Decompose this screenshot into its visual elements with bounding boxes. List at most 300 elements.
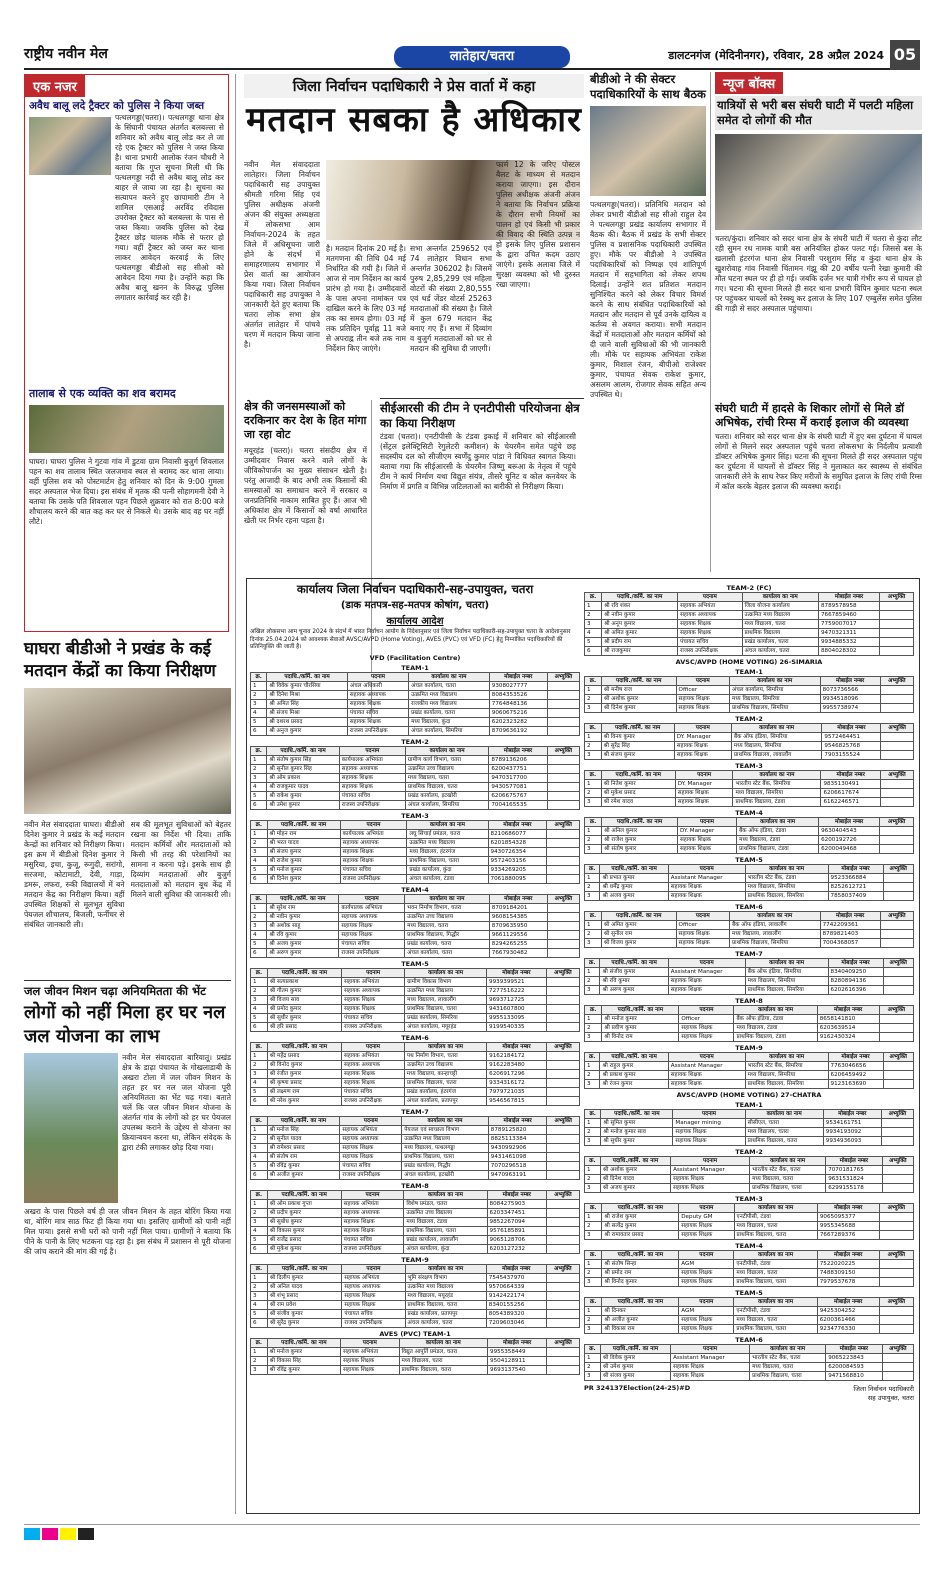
table-cell: 2: [251, 690, 267, 699]
table-cell: सहायक शिक्षक: [679, 1024, 734, 1033]
table-cell: 8789578958: [818, 602, 879, 611]
table-cell: 2: [251, 1356, 268, 1365]
magenta-swatch: [42, 1528, 58, 1540]
ek-nazar-box: [24, 74, 229, 632]
table-cell: सहायक शिक्षक: [679, 1316, 734, 1325]
table-cell: [547, 773, 579, 782]
table-cell: सहायक अध्यापक: [340, 1134, 402, 1143]
section-heading: AVSC/AVPD (HOME VOTING) 27-CHATRA: [676, 1091, 822, 1099]
team-table: [250, 1190, 580, 1254]
table-cell: 5: [251, 1087, 268, 1096]
table-cell: [546, 1078, 579, 1087]
table-cell: 3: [585, 939, 602, 948]
table-cell: राजकीय मध्य विद्यालय: [409, 699, 490, 708]
table-cell: सहायक अध्यापक: [347, 690, 408, 699]
table-cell: 1: [585, 921, 602, 930]
table-cell: 8340409250: [828, 968, 883, 977]
table-cell: 9430726354: [488, 847, 547, 856]
table-cell: 3: [585, 798, 602, 807]
table-row: [585, 629, 914, 638]
team-table: [584, 817, 914, 854]
table-cell: DY. Manager: [674, 733, 731, 742]
team-heading: TEAM-2: [401, 737, 429, 746]
table-cell: सहायक अभियंता: [342, 977, 405, 986]
column-header: कार्यालय का नाम: [409, 672, 490, 681]
column-header: मोबाईल नम्बर: [487, 968, 547, 977]
table-cell: श्री अनुज कुमार: [267, 726, 348, 735]
column-header: क्र.: [251, 894, 267, 903]
column-header: कार्यालय का नाम: [405, 894, 490, 903]
table-cell: 9934936093: [823, 1137, 881, 1146]
table-cell: 6: [585, 647, 602, 656]
column-header: कार्यालय का नाम: [742, 593, 818, 602]
team-heading: TEAM-1: [401, 663, 429, 672]
table-cell: 9065095377: [817, 1213, 879, 1222]
table-cell: प्राथमिक विद्यालय, सिमरिया: [745, 892, 828, 901]
table-cell: मध्य विद्यालय, चतरा: [750, 1175, 826, 1184]
ghaghra-photo: [24, 688, 231, 814]
table-row: [251, 1291, 580, 1300]
table-cell: 2: [585, 977, 600, 986]
table-cell: 1: [251, 1051, 268, 1060]
column-header: पदनाम: [668, 959, 745, 968]
column-header: पदनाम: [341, 1042, 404, 1051]
column-header: पदाधि./कर्मि. का नाम: [601, 1110, 673, 1119]
table-row: [251, 1013, 580, 1022]
table-cell: एनटीपीसी, टंडवा: [734, 1260, 817, 1269]
table-cell: राजस्व उपनिरीक्षक: [342, 1318, 405, 1327]
column-header: पदाधि./कर्मि. का नाम: [267, 1042, 341, 1051]
table-cell: 9199540335: [487, 1022, 547, 1031]
notice-left: [250, 582, 580, 1402]
column-header: अभ्युक्ति: [547, 746, 579, 755]
table-cell: 6201854328: [488, 838, 547, 847]
table-cell: 2: [585, 742, 602, 751]
column-header: अभ्युक्ति: [546, 968, 579, 977]
table-cell: प्राथमिक विद्यालय, लावालौंग: [731, 751, 822, 760]
table-cell: [880, 686, 913, 695]
table-cell: भारतीय स्टेट बैंक, सिमरिया: [733, 780, 821, 789]
table-cell: उत्क्रमित उच्च विद्यालय: [405, 912, 490, 921]
ghaghra-text-2: सब की मूलभूत सुविधाओं को बेहतर रखना का निर्देश भी दिया। ताकि मतदान कर्मियों और मतदाताओं को किसी भी तरह की परेशानियों का सामना न करना पड़े। इसके साथ ही दिव्यांग मतदाताओं और बुजुर्ग मतदाताओं को मतदान बूथ केंद्र में मिलने वाली सुविधा की जानकारी ली।: [130, 820, 231, 899]
table-cell: [880, 602, 914, 611]
nal-jal-text-1: नवीन मेल संवाददाता बारियातू। प्रखंड क्षेत्र के डाढ़ा पंचायत के गोखलाडाबी के अखरा टोला में जल जीवन मिशन के तहत हर घर नल जल योजना पूरी अनियमितता का भेंट चढ़ गया। बताते चलें कि जल जीवन मिशन योजना के अंतर्गत गांव के लोगों को हर घर पेयजल उपलब्ध कराने के उद्देश्य से योजना का क्रियान्वयन करना था, लेकिन संवेदक के द्वारा टंकी लगाकर छोड़ दिया गया।: [122, 1053, 231, 1152]
table-row: [585, 704, 914, 713]
table-cell: श्री महेंद्र प्रसाद: [267, 1051, 341, 1060]
column-header: क्र.: [251, 820, 268, 829]
table-row: [585, 1278, 914, 1287]
column-header: कार्यालय का नाम: [405, 746, 488, 755]
table-header-row: [585, 1110, 914, 1119]
table-cell: अंचल कार्यालय, प्रतापपुर: [404, 1096, 486, 1105]
column-header: कार्यालय का नाम: [405, 1264, 486, 1273]
table-row: [585, 1080, 914, 1089]
table-cell: [881, 1119, 913, 1128]
table-cell: [547, 1226, 580, 1235]
table-cell: सहायक शिक्षक: [671, 1184, 750, 1193]
table-cell: पंचायत सचिव: [678, 638, 742, 647]
table-cell: अंचल अधिकारी: [347, 681, 408, 690]
table-cell: 6: [251, 1096, 268, 1105]
column-header: अभ्युक्ति: [883, 1053, 913, 1062]
team-heading: TEAM-2: [735, 715, 763, 723]
table-cell: 2: [585, 1222, 602, 1231]
table-cell: अंचल कार्यालय, सिमरिया: [409, 726, 490, 735]
table-row: [251, 1125, 580, 1134]
ek-nazar-tag: एक नजर: [25, 75, 85, 97]
table-cell: श्री अजीत कुमार: [602, 1316, 679, 1325]
table-cell: [879, 1222, 913, 1231]
table-cell: [879, 1213, 913, 1222]
column-header: पदनाम: [676, 677, 729, 686]
table-cell: भूमि संरक्षण विभाग: [405, 1273, 486, 1282]
table-cell: मध्य विद्यालय, टंडवा: [734, 1024, 817, 1033]
table-cell: [547, 1161, 580, 1170]
column-header: पदाधि./कर्मि. का नाम: [267, 968, 341, 977]
table-row: [251, 1060, 580, 1069]
table-cell: [547, 755, 579, 764]
table-cell: मध्य विद्यालय, चतरा: [405, 773, 488, 782]
table-cell: कार्यपालक अभियंता: [339, 903, 405, 912]
table-cell: Officer: [676, 921, 729, 930]
table-cell: श्री सुरेश राम: [267, 903, 339, 912]
doctor-headline: संघरी घाटी में हादसे के शिकार लोगों से मिले डॉ अभिषेक, रांची रिम्स में कराई इलाज की व्यवस्था: [715, 402, 909, 429]
table-cell: श्री गौतम कुमार: [267, 986, 341, 995]
table-row: [251, 782, 580, 791]
table-row: [251, 1244, 580, 1253]
column-header: क्र.: [585, 771, 602, 780]
table-cell: [879, 1024, 913, 1033]
table-cell: सहायक शिक्षक: [677, 845, 736, 854]
table-row: [251, 726, 580, 735]
table-cell: 6: [251, 948, 267, 957]
column-header: क्र.: [585, 1204, 602, 1213]
table-cell: [547, 1365, 580, 1374]
table-cell: 8709635950: [489, 921, 547, 930]
notice-subtitle: (डाक मतपत्र-सह-मतपत्र कोषांग, चतरा): [340, 600, 490, 611]
table-cell: श्री संतोष कुमार सिंह: [267, 755, 339, 764]
table-cell: राजस्व उपनिरीक्षक: [339, 800, 405, 809]
table-cell: श्री विनोद राम: [602, 1033, 679, 1042]
table-cell: 9576185891: [487, 1226, 546, 1235]
table-cell: श्री सुमित कुमार: [601, 1119, 673, 1128]
table-cell: ग्रामीण विकास विभाग: [405, 977, 487, 986]
table-cell: 8709184201: [489, 903, 547, 912]
table-cell: Assistant Manager: [671, 1166, 750, 1175]
column-header: अभ्युक्ति: [881, 1110, 913, 1119]
column-header: मोबाईल नम्बर: [826, 1345, 882, 1354]
table-cell: प्रखंड कार्यालय, गिद्धौर: [402, 1161, 489, 1170]
table-cell: [546, 1069, 579, 1078]
table-row: [585, 686, 914, 695]
table-cell: [879, 1260, 913, 1269]
table-cell: अंचल कार्यालय, चतरा: [742, 647, 818, 656]
table-cell: श्री अजय कुमार: [600, 1184, 670, 1193]
column-header: पदनाम: [678, 593, 742, 602]
table-cell: 1: [585, 1354, 601, 1363]
column-header: मोबाईल नम्बर: [823, 1110, 881, 1119]
table-cell: AGM: [679, 1260, 734, 1269]
table-cell: श्री हरि प्रसाद: [267, 1022, 341, 1031]
table-cell: 3: [251, 995, 268, 1004]
table-cell: 2: [251, 986, 268, 995]
table-cell: श्री नरेश कुमार: [267, 1096, 341, 1105]
table-cell: 9162430324: [817, 1033, 879, 1042]
team-table: [584, 1005, 914, 1042]
column-header: कार्यालय का नाम: [402, 1116, 489, 1125]
table-row: [251, 699, 580, 708]
table-cell: AGM: [679, 1307, 734, 1316]
column-header: अभ्युक्ति: [547, 820, 580, 829]
table-cell: 2: [251, 1208, 268, 1217]
table-cell: सहायक शिक्षक: [668, 883, 745, 892]
table-cell: श्री सुरेंद्र कुमार: [267, 1318, 341, 1327]
table-cell: [547, 726, 579, 735]
table-cell: 3: [585, 1184, 601, 1193]
team-heading: TEAM-2 (FC): [726, 584, 772, 592]
table-header-row: [251, 1116, 580, 1125]
table-header-row: [251, 1190, 580, 1199]
column-header: कार्यालय का नाम: [733, 771, 821, 780]
table-row: [251, 1235, 580, 1244]
column-header: अभ्युक्ति: [879, 1006, 913, 1015]
headline-ghaghra: घाघरा बीडीओ ने प्रखंड के कई मतदान केंद्रों का किया निरीक्षण: [24, 639, 216, 681]
table-cell: प्रखंड कार्यालय, हंटरगंज: [404, 1087, 486, 1096]
table-header-row: [585, 912, 914, 921]
table-cell: 9065223843: [826, 1354, 882, 1363]
table-cell: मध्य विद्यालय, हंटरगंज: [407, 847, 488, 856]
table-row: [251, 1356, 580, 1365]
column-header: मोबाईल नम्बर: [488, 1116, 547, 1125]
table-cell: 3: [585, 1231, 602, 1240]
table-cell: [546, 1096, 579, 1105]
table-cell: सहायक शिक्षक: [668, 1080, 745, 1089]
table-cell: [880, 939, 913, 948]
table-cell: श्री सुनील कुमार सिंह: [267, 764, 339, 773]
table-cell: 7488309150: [817, 1269, 879, 1278]
table-cell: सहायक शिक्षक: [340, 847, 407, 856]
table-cell: 6203347451: [487, 1208, 546, 1217]
table-row: [251, 1199, 580, 1208]
table-cell: 9570664339: [486, 1282, 546, 1291]
table-cell: 9939399521: [487, 977, 547, 986]
notice-footer-code: PR 324137Election(24-25)#D: [584, 1384, 691, 1392]
table-row: [251, 800, 580, 809]
table-cell: [879, 1307, 913, 1316]
table-cell: श्री अमित कुमार: [602, 629, 678, 638]
table-cell: 3: [585, 892, 600, 901]
headline-pond: तालाब से एक व्यक्ति का शव बरामद: [29, 387, 176, 400]
table-cell: 8340155256: [486, 1300, 546, 1309]
table-header-row: [585, 771, 914, 780]
column-header: अभ्युक्ति: [883, 959, 913, 968]
table-cell: प्राथमिक विद्यालय, सिमरिया: [745, 1080, 828, 1089]
table-cell: 9608154385: [489, 912, 547, 921]
table-cell: 3: [585, 704, 602, 713]
table-row: [251, 1347, 580, 1356]
table-cell: सहायक शिक्षक: [668, 986, 745, 995]
table-row: [251, 874, 580, 883]
team-table: [250, 894, 580, 958]
column-header: पदाधि./कर्मि. का नाम: [267, 672, 348, 681]
nal-jal-text-2: अखरा के पास पिछले वर्ष ही जल जीवन मिशन के तहत बोरिंग किया गया था, बोरिंग मात्र साठ फिट ही किया गया था। इसलिए ग्रामीणों को पानी नहीं मिल पाया। इससे सभी घरों को पानी नहीं मिल पाया। ग्रामीणों ने बताया कि पीने के पानी के लिए भटकना पड़ रहा है। इस संबंध में प्रशासन से पूरी योजना की जांच कराने की मांग की गई है।: [24, 1207, 231, 1256]
column-header: पदनाम: [340, 1116, 402, 1125]
table-cell: प्रखंड कार्यालय, सिमरिया: [405, 1013, 487, 1022]
table-cell: 9471568810: [826, 1372, 882, 1381]
table-cell: श्री अमित सिंह: [267, 699, 348, 708]
table-cell: श्री रविंद्र कुमार: [267, 1365, 340, 1374]
table-cell: एनटीपीसी, टंडवा: [734, 1307, 817, 1316]
column-header: क्र.: [585, 1006, 602, 1015]
team-table: [584, 864, 914, 901]
table-cell: [883, 874, 913, 883]
table-cell: 5: [251, 1161, 268, 1170]
team-table: [250, 820, 580, 884]
table-cell: [882, 1372, 913, 1381]
table-row: [251, 1152, 580, 1161]
column-header: अभ्युक्ति: [879, 1204, 913, 1213]
column-header: पदाधि./कर्मि. का नाम: [267, 1190, 341, 1199]
team-table: [584, 770, 914, 807]
table-cell: मध्य विद्यालय, चतरा: [734, 1316, 817, 1325]
table-header-row: [251, 1338, 580, 1347]
table-cell: 4: [251, 782, 267, 791]
table-row: [585, 789, 914, 798]
table-cell: श्री रवि कुमार: [600, 977, 668, 986]
table-row: [251, 939, 580, 948]
notice-right: [584, 582, 914, 1402]
table-cell: 9431461098: [488, 1152, 547, 1161]
column-header: मोबाईल नम्बर: [817, 1006, 879, 1015]
column-header: पदनाम: [342, 968, 405, 977]
demand-headline: क्षेत्र की जनसमस्याओं को दरकिनार कर देश के हित मांगा जा रहा वोट: [244, 400, 367, 441]
table-cell: 2: [585, 1316, 602, 1325]
table-cell: 6200192726: [819, 836, 880, 845]
table-cell: Assistant Manager: [668, 968, 745, 977]
table-cell: श्री प्रदीप कुमार: [267, 1208, 341, 1217]
table-cell: [547, 764, 579, 773]
table-cell: 4: [251, 1078, 268, 1087]
table-cell: 8789136206: [489, 755, 547, 764]
table-cell: 7742209361: [820, 921, 880, 930]
table-cell: सहायक शिक्षक: [676, 930, 729, 939]
table-cell: [546, 1013, 579, 1022]
table-cell: प्राथमिक विद्यालय, टंडवा: [737, 845, 819, 854]
table-cell: [880, 798, 913, 807]
table-row: [251, 1096, 580, 1105]
column-header: पदाधि./कर्मि. का नाम: [602, 593, 678, 602]
table-row: [585, 780, 914, 789]
page-number: 05: [890, 40, 920, 70]
table-cell: Manager mining: [673, 1119, 745, 1128]
column-header: अभ्युक्ति: [547, 894, 579, 903]
table-cell: [880, 611, 914, 620]
table-cell: [883, 883, 913, 892]
table-cell: प्राथमिक विद्यालय, चतरा: [407, 856, 488, 865]
table-cell: 6200049468: [819, 845, 880, 854]
table-cell: पंचायत सचिव: [342, 1309, 405, 1318]
table-cell: श्री दिनेश मिश्रा: [267, 690, 348, 699]
table-cell: प्राथमिक विद्यालय, चतरा: [404, 1078, 486, 1087]
column-header: कार्यालय का नाम: [737, 818, 819, 827]
team-heading: TEAM-7: [401, 1107, 429, 1116]
table-cell: 7667859460: [818, 611, 879, 620]
table-row: [585, 1222, 914, 1231]
table-cell: [883, 986, 913, 995]
table-cell: 9425304252: [817, 1307, 879, 1316]
table-cell: श्री सुधीर कुमार: [267, 1013, 341, 1022]
table-cell: 3: [585, 620, 602, 629]
table-cell: सहायक अभियंता: [341, 1347, 399, 1356]
table-row: [251, 977, 580, 986]
column-header: मोबाईल नम्बर: [826, 1157, 882, 1166]
column-header: पदनाम: [677, 818, 736, 827]
table-cell: 1: [251, 829, 268, 838]
table-cell: 8294265255: [489, 939, 547, 948]
table-cell: श्री राजकुमार यादव: [267, 782, 339, 791]
table-cell: [880, 789, 913, 798]
column-header: अभ्युक्ति: [547, 1190, 580, 1199]
table-cell: 1: [585, 686, 602, 695]
team-heading: TEAM-7: [735, 950, 763, 958]
table-cell: राजस्व उपनिरीक्षक: [339, 948, 405, 957]
table-cell: 6203127232: [487, 1244, 546, 1253]
table-cell: 6206459492: [828, 1071, 883, 1080]
bus-headline: यात्रियों से भरी बस संघरी घाटी में पलटी महिला समेत दो लोगों की मौत: [715, 96, 922, 130]
table-cell: 9470317700: [489, 773, 547, 782]
table-cell: सहायक शिक्षक: [679, 1222, 734, 1231]
table-cell: [546, 1282, 579, 1291]
table-cell: श्री मनोज कुमार: [602, 1015, 679, 1024]
table-cell: 4: [251, 708, 267, 717]
table-row: [251, 681, 580, 690]
table-cell: [879, 1231, 913, 1240]
column-header: कार्यालय का नाम: [750, 1345, 826, 1354]
bdo-headline: बीडीओ ने की सेक्टर पदाधिकारियों के साथ बैठक: [590, 72, 706, 101]
table-cell: 9234776330: [817, 1325, 879, 1334]
table-cell: Officer: [679, 1015, 734, 1024]
column-header: मोबाईल नम्बर: [818, 593, 879, 602]
column-header: मोबाईल नम्बर: [819, 818, 880, 827]
table-cell: 2: [251, 1282, 268, 1291]
table-cell: प्रखंड कार्यालय, प्रतापपुर: [405, 1309, 486, 1318]
table-cell: सहायक शिक्षक: [677, 836, 736, 845]
table-cell: श्री अनिल यादव: [267, 1282, 341, 1291]
table-cell: श्री दशरथ प्रसाद: [267, 717, 348, 726]
table-cell: 3: [251, 773, 267, 782]
table-cell: 1: [251, 1273, 268, 1282]
table-cell: 3: [585, 1033, 602, 1042]
lead-text-3: सभा अन्तर्गत 259652 एवं 74 लातेहार विधान सभा अन्तर्गत 306202 है। जिसमें पुरुष 2,85,299 एवं महिला वोटरों की संख्या 2,80,555 एवं थर्ड जेंडर वोटर्स 25263 मतदाताओं की संख्या है। जिले में कुल 679 मतदान केंद्र बनाए गए हैं। सभा में दिव्यांग व बुजुर्ग मतदाताओं को घर से मतदान की सुविधा दी जाएगी।: [410, 244, 492, 353]
column-header: पदनाम: [339, 894, 405, 903]
table-row: [251, 1078, 580, 1087]
table-cell: राजस्व उपनिरीक्षक: [340, 1170, 402, 1179]
table-cell: श्री अरुण कुमार: [267, 948, 339, 957]
team-table: [250, 1116, 580, 1180]
column-header: अभ्युक्ति: [879, 1298, 913, 1307]
lead-text-1: नवीन मेल संवाददाता लातेहार। जिला निर्वाचन पदाधिकारी सह उपायुक्त श्रीमती गरिमा सिंह एवं पुलिस अधीक्षक अंजनी अंजन की संयुक्त अध्यक्षता में लोकसभा आम निर्वाचन-2024 के तहत जिले में अधिसूचना जारी होने के संदर्भ में समाहरणालय सभागार में प्रेस वार्ता का आयोजन किया गया। जिला निर्वाचन पदाधिकारी सह उपायुक्त ने जानकारी देते हुए बताया कि चतरा लोक सभा क्षेत्र अंतर्गत लातेहार में पांचवे चरण में मतदान किया जाना है।: [244, 160, 320, 349]
table-cell: Assistant Manager: [671, 1354, 750, 1363]
table-cell: [879, 1278, 913, 1287]
table-cell: 9142422174: [486, 1291, 546, 1300]
table-cell: श्री मनोज कुमार साव: [601, 1128, 673, 1137]
table-cell: 7004165535: [489, 800, 547, 809]
table-cell: 8658141810: [817, 1015, 879, 1024]
table-cell: 9934518096: [820, 695, 880, 704]
column-header: कार्यालय का नाम: [745, 959, 828, 968]
table-cell: सहायक शिक्षक: [671, 1372, 750, 1381]
table-cell: 4: [251, 1300, 268, 1309]
